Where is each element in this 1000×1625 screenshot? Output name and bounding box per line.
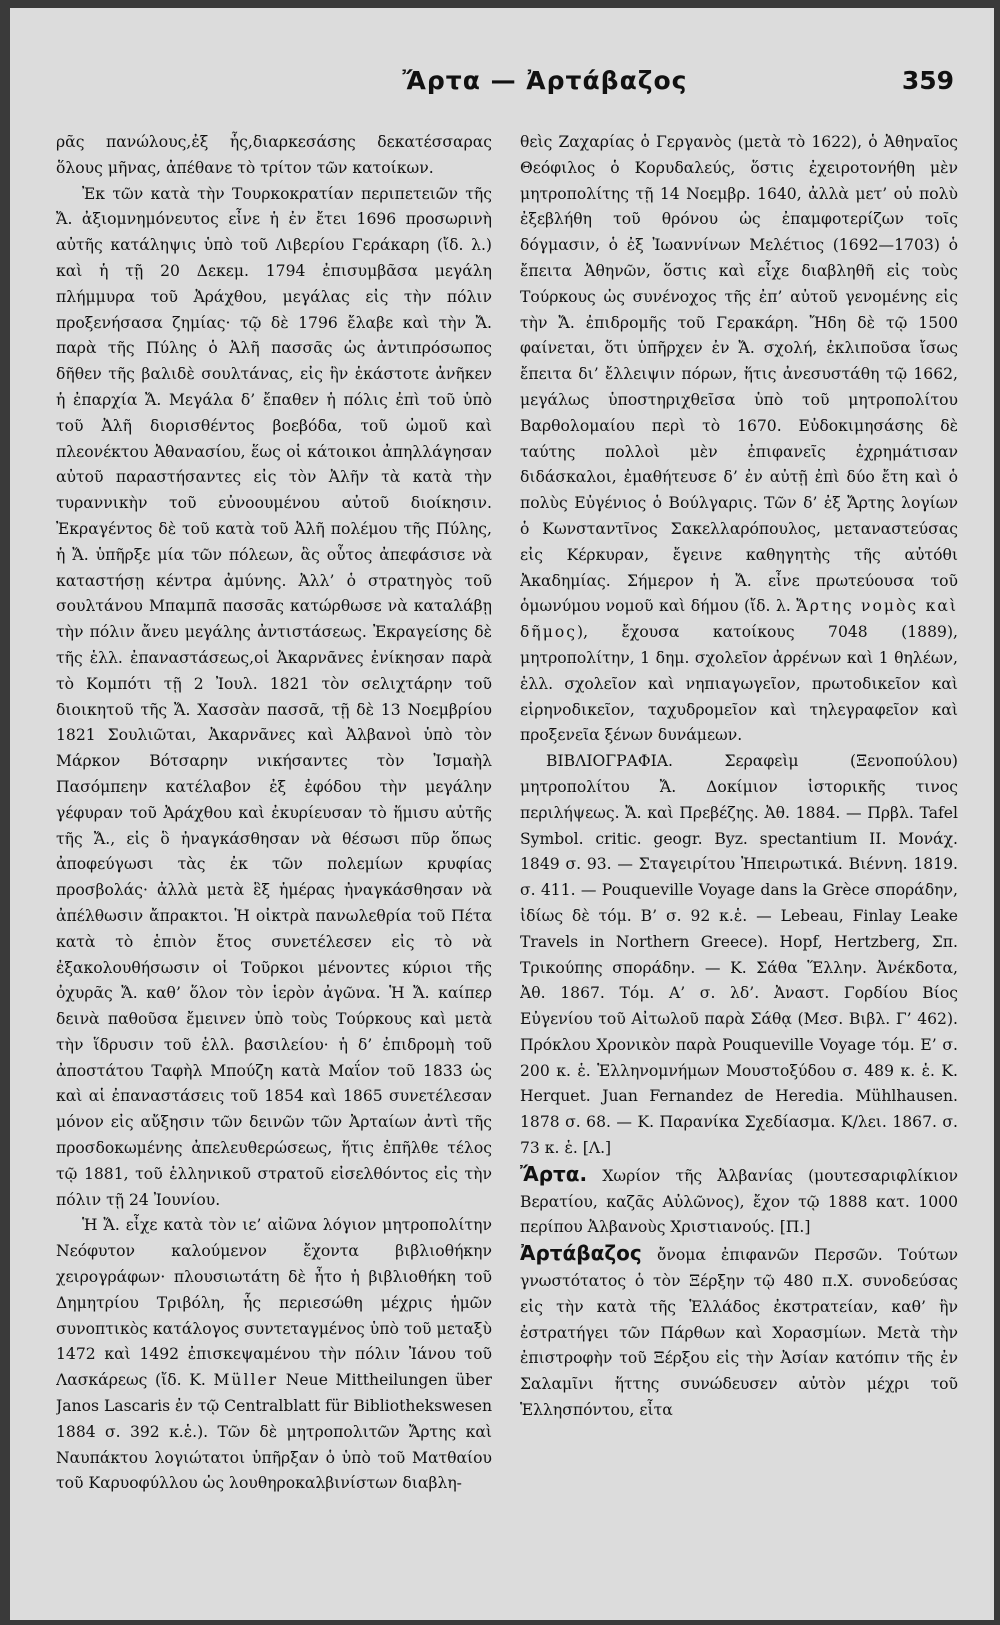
libraries-text-start: Ἡ Ἄ. εἶχε κατὰ τὸν ιε’ αἰῶνα λόγιον μητροπολίτην Νεόφυτον καλούμενον ἔχοντα βιβλιοθήκην χειρογράφων· πλουσιωτάτη δὲ ἦτο ἡ βιβλιοθήκη τοῦ Δημητρίου Τριβόλη, ἧς περιεσώθη μέχρις ἡμῶν συνοπτικὸς κατάλογος συντεταγμένος ὑπὸ τοῦ μεταξὺ 1472 καὶ 1492 ἐπισκεψαμένου τὴν πόλιν Ἰάνου τοῦ Λασκάρεως (ἴδ. K. [56, 1216, 492, 1390]
paragraph-bibliography [520, 749, 958, 1162]
entry-text-artabazos: ὄνομα ἐπιφανῶν Περσῶν. Τούτων γνωστότατος ὁ τὸν Ξέρξην τῷ 480 π.Χ. συνοδεύσας εἰς τὴν κατὰ τῆς Ἑλλάδος ἐκστρατείαν, καθ’ ἣν ἐστρατήγει τῶν Πάρθων καὶ Χορασμίων. Μετὰ τὴν ἐπιστροφὴν τοῦ Ξέρξου εἰς τὴν Ἀσίαν κατόπιν τῆς ἐν Σαλαμῖνι ἥττης συνώδευσεν αὐτὸν μέχρι τοῦ Ἑλλησπόντου, εἶτα [520, 1246, 958, 1420]
entry-artabazos [520, 1241, 958, 1424]
paragraph-history: Ἐκ τῶν κατὰ τὴν Τουρκοκρατίαν περιπετειῶν τῆς Ἄ. ἀξιομνημόνευτος εἶνε ἡ ἐν ἔτει 1696 προσωρινὴ αὐτῆς κατάληψις ὑπὸ τοῦ Λιβερίου Γεράκαρη (ἴδ. λ.) καὶ ἡ τῇ 20 Δεκεμ. 1794 ἐπισυμβᾶσα μεγάλη πλήμμυρα τοῦ Ἀράχθου, μεγάλας εἰς τὴν πόλιν προξενήσασα ζημίας· τῷ δὲ 1796 ἔλαβε καὶ τὴν Ἄ. παρὰ τῆς Πύλης ὁ Ἀλῆ πασσᾶς ὡς ἀντιπρόσωπος δῆθεν τῆς βαλιδὲ σουλτάνας, εἰς ἣν ἑκάστοτε ἀνῆκεν ἡ ἐπαρχία Ἄ. Μεγάλα δ’ ἔπαθεν ἡ πόλις ἐπὶ τοῦ ὑπὸ τοῦ Ἀλῆ διορισθέντος βοεβόδα, τοῦ ὠμοῦ καὶ πλεονέκτου Ἀθανασίου, ἕως οἱ κάτοικοι ἀπηλλάγησαν αὐτοῦ παραστήσαντες εἰς τὸν Ἀλῆν τὰ κατὰ τὴν τυραννικὴν τοῦ εὐνοουμένου αὐτοῦ διοίκησιν. Ἐκραγέντος δὲ τοῦ κατὰ τοῦ Ἀλῆ πολέμου τῆς Πύλης, ἡ Ἄ. ὑπῆρξε μία τῶν πόλεων, ἃς οὗτος ἀπεφάσισε νὰ καταστήσῃ κέντρα ἀμύνης. Ἀλλ’ ὁ στρατηγὸς τοῦ σουλτάνου Μπαμπᾶ πασσᾶς κατώρθωσε νὰ καταλάβῃ τὴν πόλιν ἄνευ μεγάλης ἀντιστάσεως. Ἐκραγείσης δὲ τῆς ἑλλ. ἐπαναστάσεως,οἱ Ἀκαρνᾶνες ἐνίκησαν παρὰ τὸ Κομπότι τῇ 2 Ἰουλ. 1821 τὸν σελιχτάρην τοῦ διοικητοῦ τῆς Ἄ. Χασσὰν πασσᾶ, τῇ δὲ 13 Νοεμβρίου 1821 Σουλιῶται, Ἀκαρνᾶνες καὶ Ἀλβανοὶ ὑπὸ τὸν Μάρκον Βότσαρην νικήσαντες τὸν Ἰσμαὴλ Πασόμπεην κατέλαβον ἐξ ἐφόδου τὴν μεγάλην γέφυραν τοῦ Ἀράχθου καὶ ἐκυρίευσαν τὸ ἥμισυ αὐτῆς τῆς Ἄ., εἰς ὃ ἠναγκάσθησαν νὰ θέσωσι πῦρ ὅπως ἀποφεύγωσι τὰς ἐκ τῶν πολεμίων κρυφίας προσβολάς· ἀλλὰ μετὰ ἓξ ἡμέρας ἠναγκάσθησαν νὰ ἀπέλθωσιν ἄπρακτοι. Ἡ οἰκτρὰ πανωλεθρία τοῦ Πέτα κατὰ τὸ ἑπιὸν ἔτος συνετέλεσεν εἰς τὸ νὰ ἐξακολουθήσωσιν οἱ Τοῦρκοι μένοντες κύριοι τῆς ὀχυρᾶς Ἄ. καθ’ ὅλον τὸν ἱερὸν ἀγῶνα. Ἡ Ἄ. καίπερ δεινὰ παθοῦσα ἔμεινεν ὑπὸ τοὺς Τούρκους καὶ μετὰ τὴν ἵδρυσιν τοῦ ἑλλ. βασιλείου· ἡ δ’ ἐπιδρομὴ τοῦ ἀποστάτου Ταφὴλ Μπούζη κατὰ Μαΐον τοῦ 1833 ὡς καὶ αἱ ἐπαναστάσεις τοῦ 1854 καὶ 1865 συνετέλεσαν μόνον εἰς αὔξησιν τῶν δεινῶν τῶν Ἀρταίων ἀντὶ τῆς προσδοκωμένης ἀπελευθερώσεως, ἥτις ἐπῆλθε τέλος τῷ 1881, τοῦ ἑλληνικοῦ στρατοῦ εἰσελθόντος εἰς τὴν πόλιν τῇ 24 Ἰουνίου. [56, 184, 492, 1209]
paragraph-plague: ρᾶς πανώλους,ἐξ ἧς,διαρκεσάσης δεκατέσσαρας ὅλους μῆνας, ἀπέθανε τὸ τρίτον τῶν κατοίκων. [56, 133, 492, 177]
bibliography-label: ΒΙΒΛΙΟΓΡΑΦΙΑ. [546, 752, 674, 771]
right-column [520, 130, 958, 1610]
paragraph-libraries [56, 1213, 492, 1497]
left-column [56, 130, 492, 1610]
entry-head-artabazos: Ἀρτάβαζος [520, 1241, 642, 1266]
encyclopedia-page [10, 8, 994, 1620]
running-head [10, 66, 994, 106]
metropolitans-text: θεὶς Ζαχαρίας ὁ Γεργανὸς (μετὰ τὸ 1622), ὁ Ἀθηναῖος Θεόφιλος ὁ Κορυδαλεύς, ὅστις ἐχειροτονήθη μὲν μητροπολίτης τῇ 14 Νοεμβρ. 1640, ἀλλὰ μετ’ οὐ πολὺ ἐξεβλήθη τοῦ θρόνου ὡς ἐπαμφοτερίζων τοῖς δόγμασιν, ὁ ἐξ Ἰωαννίνων Μελέτιος (1692—1703) ὁ ἔπειτα Ἀθηνῶν, ὅστις καὶ εἶχε διαβληθῆ εἰς τοὺς Τούρκους ὡς συνένοχος τῆς ἐπ’ αὐτοῦ γενομένης εἰς τὴν Ἄ. ἐπιδρομῆς τοῦ Γερακάρη. Ἤδη δὲ τῷ 1500 φαίνεται, ὅτι ὑπῆρχεν ἐν Ἄ. σχολή, ἐκλιποῦσα ἴσως ἔπειτα δι’ ἔλλειψιν πόρων, ἥτις ἀνεσυστάθη τῷ 1662, μεγάλως ὑποστηριχθεῖσα ὑπὸ τοῦ μητροπολίτου Βαρθολομαίου περὶ τὸ 1670. Εὐδοκιμησάσης δὲ ταύτης πολλοὶ μὲν ἐπιφανεῖς ἐχρημάτισαν διδάσκαλοι, ἐμαθήτευσε δ’ ἐν αὐτῇ ἐπὶ δύο ἔτη καὶ ὁ πολὺς Εὐγένιος ὁ Βούλγαρις. Τῶν δ’ ἐξ Ἄρτης λογίων ὁ Κωνσταντῖνος Σακελλαρόπουλος, μεταναστεύσας εἰς Κέρκυραν, ἔγεινε καθηγητὴς τῆς αὐτόθι Ἀκαδημίας. Σήμερον ἡ Ἄ. εἶνε πρωτεύουσα τοῦ ὁμωνύμου νομοῦ καὶ δήμου (ἴδ. λ. [520, 133, 958, 616]
entry-text-arta: Χωρίον τῆς Ἀλβανίας (μουτεσαριφλίκιον Βερατίου, καζᾶς Αὐλῶνος), ἔχον τῷ 1888 κατ. 1000 περίπου Ἀλβανοὺς Χριστιανούς. [Π.] [520, 1166, 958, 1237]
libraries-text-end: Neue Mittheilungen über Janos Lascaris ἐν τῷ Centralblatt für Bibliothekswesen 1884 σ. 392 κ.ἑ.). Τῶν δὲ μητροπολιτῶν Ἄρτης καὶ Ναυπάκτου λογιώτατοι ὑπῆρξαν ὁ ὑπὸ τοῦ Ματθαίου τοῦ Καρυοφύλλου ὡς λουθηροκαλβινίστων διαβλη- [56, 1371, 492, 1493]
page-number: 359 [901, 66, 954, 95]
cross-reference: Ἄρτης νομὸς καὶ δῆμος [520, 597, 958, 642]
running-title: Ἄρτα — Ἀρτάβαζος [402, 66, 688, 95]
population-text: ), ἔχουσα κατοίκους 7048 (1889), μητροπολίτην, 1 δημ. σχολεῖον ἀρρένων καὶ 1 θηλέων, ἑλλ. σχολεῖον καὶ νηπιαγωγεῖον, πρωτοδικεῖον καὶ εἰρηνοδικεῖον, ταχυδρομεῖον καὶ τηλεγραφεῖον καὶ προξενεῖα ξένων δυνάμεων. [520, 623, 958, 745]
entry-head-arta: Ἄρτα. [520, 1161, 588, 1186]
author-name-muller: Müller [213, 1371, 279, 1390]
bibliography-text: Σεραφεὶμ (Ξενοπούλου) μητροπολίτου Ἄ. Δοκίμιον ἱστορικῆς τινος περιλήψεως. Ἄ. καὶ Πρεβέζης. Ἀθ. 1884. — Πρβλ. Tafel Symbol. critic. geogr. Byz. spectantium II. Μονάχ. 1849 σ. 93. — Σταγειρίτου Ἠπειρωτικά. Βιέννη. 1819. σ. 411. — Pouqueville Voyage dans la Grèce σποράδην, ἰδίως δὲ τόμ. B’ σ. 92 κ.ἑ. — Lebeau, Finlay Leake Travels in Northern Greece). Hopf, Hertzberg, Σπ. Τρικούπης σποράδην. — Κ. Σάθα Ἕλλην. Ἀνέκδοτα, Ἀθ. 1867. Τόμ. Α’ σ. λδ’. Ἀναστ. Γορδίου Βίος Εὐγενίου τοῦ Αἰτωλοῦ παρὰ Σάθᾳ (Μεσ. Βιβλ. Γ’ 462). Πρόκλου Χρονικὸν παρὰ Pouqueville Voyage τόμ. Ε’ σ. 200 κ. ἑ. Ἑλληνομνήμων Μουστοξύδου σ. 489 κ. ἑ. K. Herquet. Juan Fernandez de Heredia. Mühlhausen. 1878 σ. 68. — Κ. Παρανίκα Σχεδίασμα. Κ/λει. 1867. σ. 73 κ. ἑ. [Λ.] [520, 752, 958, 1158]
paragraph-metropolitans [520, 130, 958, 749]
entry-arta-village [520, 1162, 958, 1241]
